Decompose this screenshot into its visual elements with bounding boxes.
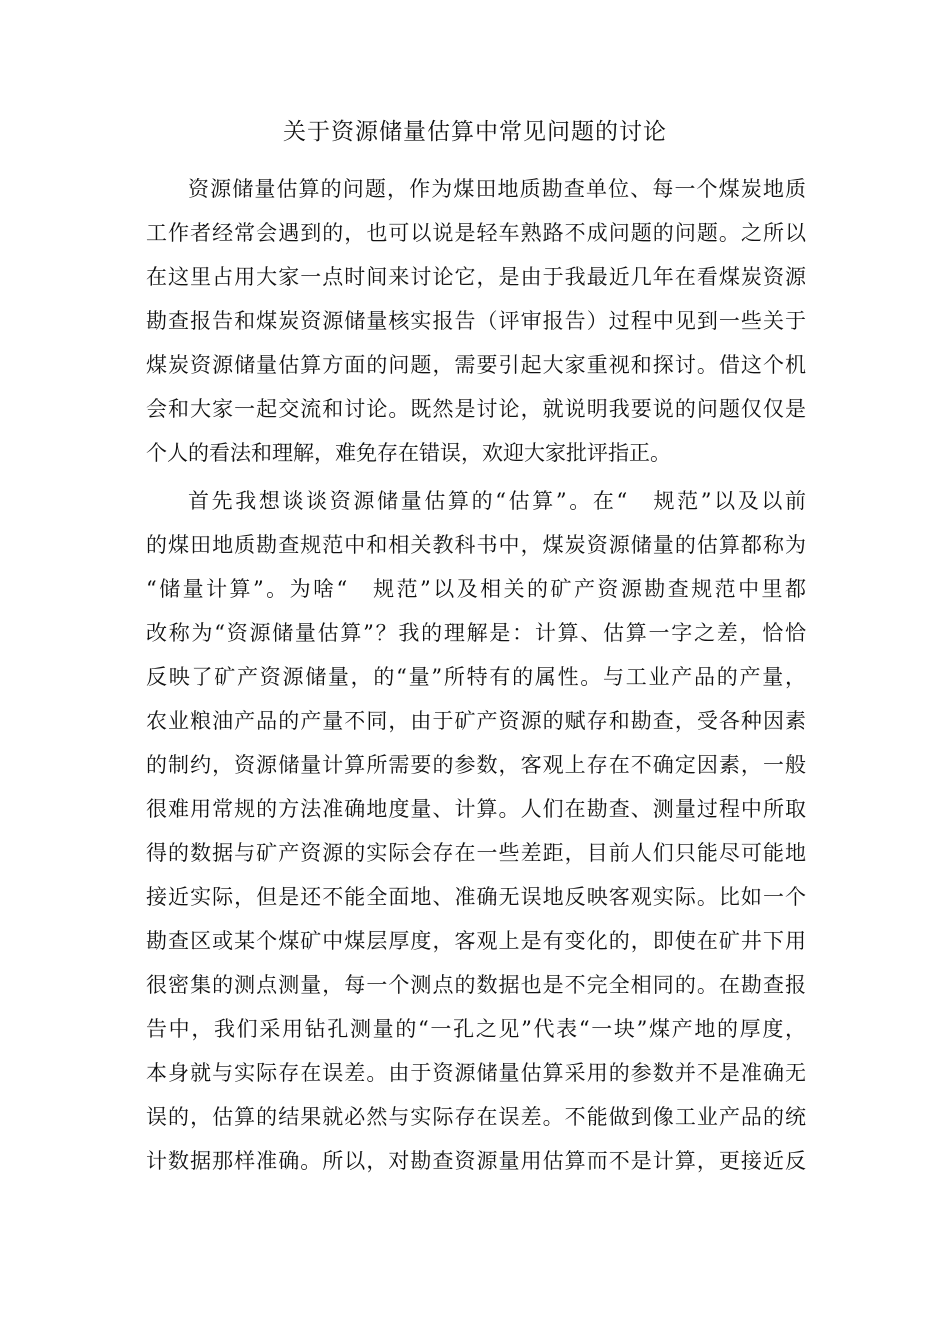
- paragraph-2-line-6: 农业粮油产品的产量不同，由于矿产资源的赋存和勘查，受各种因素: [146, 709, 806, 733]
- paragraph-1-line-6: 会和大家一起交流和讨论。既然是讨论，就说明我要说的问题仅仅是: [146, 397, 806, 421]
- paragraph-2-line-15: 误的，估算的结果就必然与实际存在误差。不能做到像工业产品的统: [146, 1105, 806, 1129]
- paragraph-2-line-13: 告中，我们采用钻孔测量的“一孔之见”代表“一块”煤产地的厚度，: [146, 1017, 806, 1041]
- paragraph-2-line-7: 的制约，资源储量计算所需要的参数，客观上存在不确定因素，一般: [146, 753, 806, 777]
- paragraph-2-line-1: 首先我想谈谈资源储量估算的“估算”。在“ 规范”以及以前: [188, 489, 806, 513]
- paragraph-1-line-3: 在这里占用大家一点时间来讨论它，是由于我最近几年在看煤炭资源: [146, 265, 806, 289]
- paragraph-1-line-5: 煤炭资源储量估算方面的问题，需要引起大家重视和探讨。借这个机: [146, 353, 806, 377]
- paragraph-1-line-7: 个人的看法和理解，难免存在错误，欢迎大家批评指正。: [146, 441, 671, 465]
- paragraph-2-line-3: “储量计算”。为啥“ 规范”以及相关的矿产资源勘查规范中里都: [146, 577, 806, 601]
- paragraph-2-line-2: 的煤田地质勘查规范中和相关教科书中，煤炭资源储量的估算都称为: [146, 533, 806, 557]
- paragraph-2-line-16: 计数据那样准确。所以，对勘查资源量用估算而不是计算，更接近反: [146, 1149, 806, 1173]
- paragraph-2-line-10: 接近实际，但是还不能全面地、准确无误地反映客观实际。比如一个: [146, 885, 806, 909]
- document-title: 关于资源储量估算中常见问题的讨论: [283, 119, 667, 145]
- paragraph-2-line-5: 反映了矿产资源储量，的“量”所特有的属性。与工业产品的产量，: [146, 665, 806, 689]
- paragraph-2-line-8: 很难用常规的方法准确地度量、计算。人们在勘查、测量过程中所取: [146, 797, 806, 821]
- paragraph-2-line-12: 很密集的测点测量，每一个测点的数据也是不完全相同的。在勘查报: [146, 973, 806, 997]
- paragraph-2-line-11: 勘查区或某个煤矿中煤层厚度，客观上是有变化的，即使在矿井下用: [146, 929, 806, 953]
- paragraph-1-line-4: 勘查报告和煤炭资源储量核实报告（评审报告）过程中见到一些关于: [146, 309, 806, 333]
- paragraph-1-line-1: 资源储量估算的问题，作为煤田地质勘查单位、每一个煤炭地质: [188, 177, 806, 201]
- paragraph-2-line-9: 得的数据与矿产资源的实际会存在一些差距，目前人们只能尽可能地: [146, 841, 806, 865]
- paragraph-2-line-4: 改称为“资源储量估算”？我的理解是：计算、估算一字之差，恰恰: [146, 621, 806, 645]
- paragraph-2-line-14: 本身就与实际存在误差。由于资源储量估算采用的参数并不是准确无: [146, 1061, 806, 1085]
- paragraph-1-line-2: 工作者经常会遇到的，也可以说是轻车熟路不成问题的问题。之所以: [146, 221, 806, 245]
